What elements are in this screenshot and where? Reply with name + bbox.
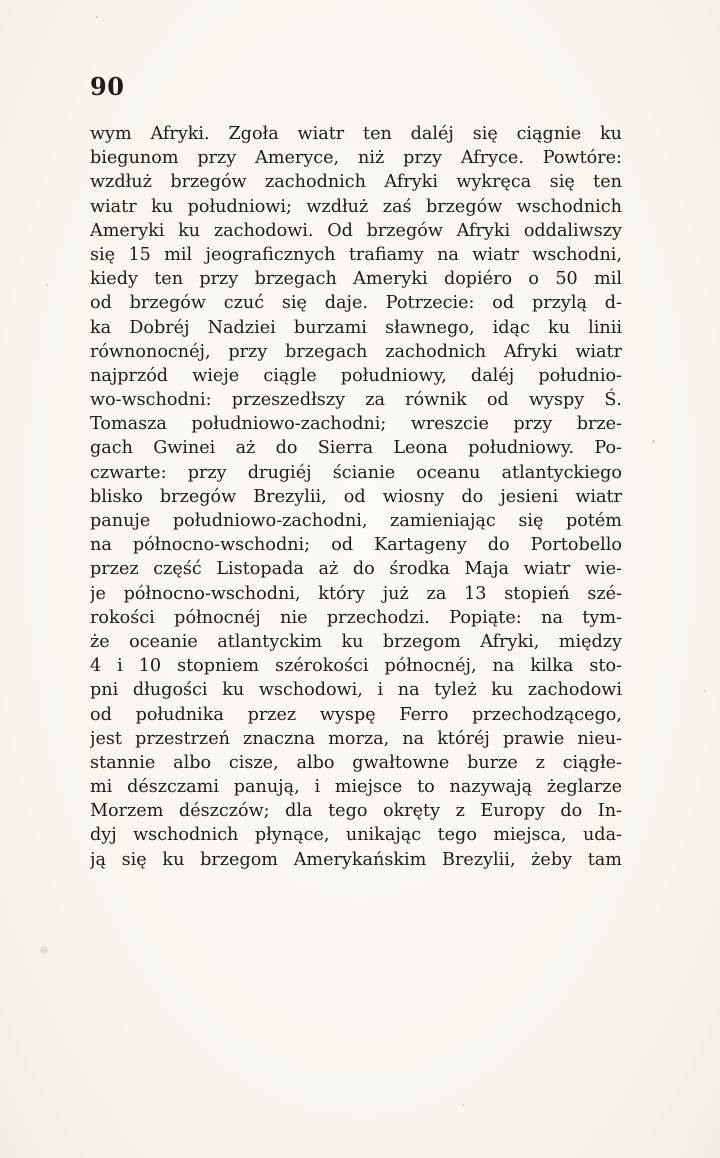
text-line: że oceanie atlantyckim ku brzegom Afryki, między <box>90 631 622 652</box>
text-line: kiedy ten przy brzegach Ameryki dopiéro o 50 mil <box>90 269 622 290</box>
text-line: jest przestrzeń znaczna morza, na któréj prawie nieu- <box>90 728 622 749</box>
paper-speck <box>96 16 98 18</box>
text-line: Tomasza południowo-zachodni; wreszcie przy brze- <box>90 414 622 435</box>
text-line: stannie albo cisze, albo gwałtowne burze z ciągłe- <box>90 752 622 773</box>
paper-speck <box>46 284 48 286</box>
text-line: pni długości ku wschodowi, i na tyleż ku zachodowi <box>90 680 622 701</box>
text-line: blisko brzegów Brezylii, od wiosny do jesieni wiatr <box>90 486 622 507</box>
text-line: od brzegów czuć się daje. Potrzecie: od przylą d- <box>90 293 622 314</box>
paper-speck <box>40 946 48 954</box>
text-line: ją się ku brzegom Amerykańskim Brezylii, żeby tam <box>90 849 622 870</box>
text-line: wzdłuż brzegów zachodnich Afryki wykręca się ten <box>90 172 622 193</box>
text-line: gach Gwinei aż do Sierra Leona południowy. Po- <box>90 438 622 459</box>
body-text <box>90 122 622 872</box>
text-line: czwarte: przy drugiéj ścianie oceanu atlantyckiego <box>90 462 622 483</box>
page-number: 90 <box>90 72 125 101</box>
paper-speck <box>462 1104 464 1106</box>
text-line: równonocnéj, przy brzegach zachodnich Afryki wiatr <box>90 341 622 362</box>
text-line: rokości północnéj nie przechodzi. Popiąte: na tym- <box>90 607 622 628</box>
text-line: je północno-wschodni, który już za 13 stopień szé- <box>90 583 622 604</box>
text-line: panuje południowo-zachodni, zamieniając się potém <box>90 511 622 531</box>
text-line: od południka przez wyspę Ferro przechodzącego, <box>90 704 622 725</box>
text-line: biegunom przy Ameryce, niż przy Afryce. Powtóre: <box>90 148 622 169</box>
text-line: wym Afryki. Zgoła wiatr ten daléj się ciągnie ku <box>90 124 622 144</box>
text-line: przez część Listopada aż do środka Maja wiatr wie- <box>90 559 622 580</box>
text-line: 4 i 10 stopniem szérokości północnéj, na kilka sto- <box>90 656 622 677</box>
text-line: dyj wschodnich płynące, unikając tego miejsca, uda- <box>90 825 622 846</box>
text-line: Ameryki ku zachodowi. Od brzegów Afryki oddaliwszy <box>90 220 622 241</box>
text-line: wo-wschodni: przeszedłszy za równik od wyspy Ś. <box>90 390 622 411</box>
text-line: wiatr ku południowi; wzdłuż zaś brzegów wschodnich <box>90 196 622 217</box>
text-line: Morzem dészczów; dla tego okręty z Europy do In- <box>90 801 622 822</box>
text-line: na północno-wschodni; od Kartageny do Portobello <box>90 535 622 556</box>
text-line: ka Dobréj Nadziei burzami sławnego, idąc ku linii <box>90 317 622 338</box>
paper-speck <box>652 440 655 443</box>
text-line: się 15 mil jeograficznych trafiamy na wiatr wschodni, <box>90 244 622 265</box>
paper-speck <box>704 690 706 692</box>
text-line: najprzód wieje ciągle południowy, daléj południo- <box>90 365 622 386</box>
text-line: mi dészczami panują, i miejsce to nazywają żeglarze <box>90 777 622 798</box>
